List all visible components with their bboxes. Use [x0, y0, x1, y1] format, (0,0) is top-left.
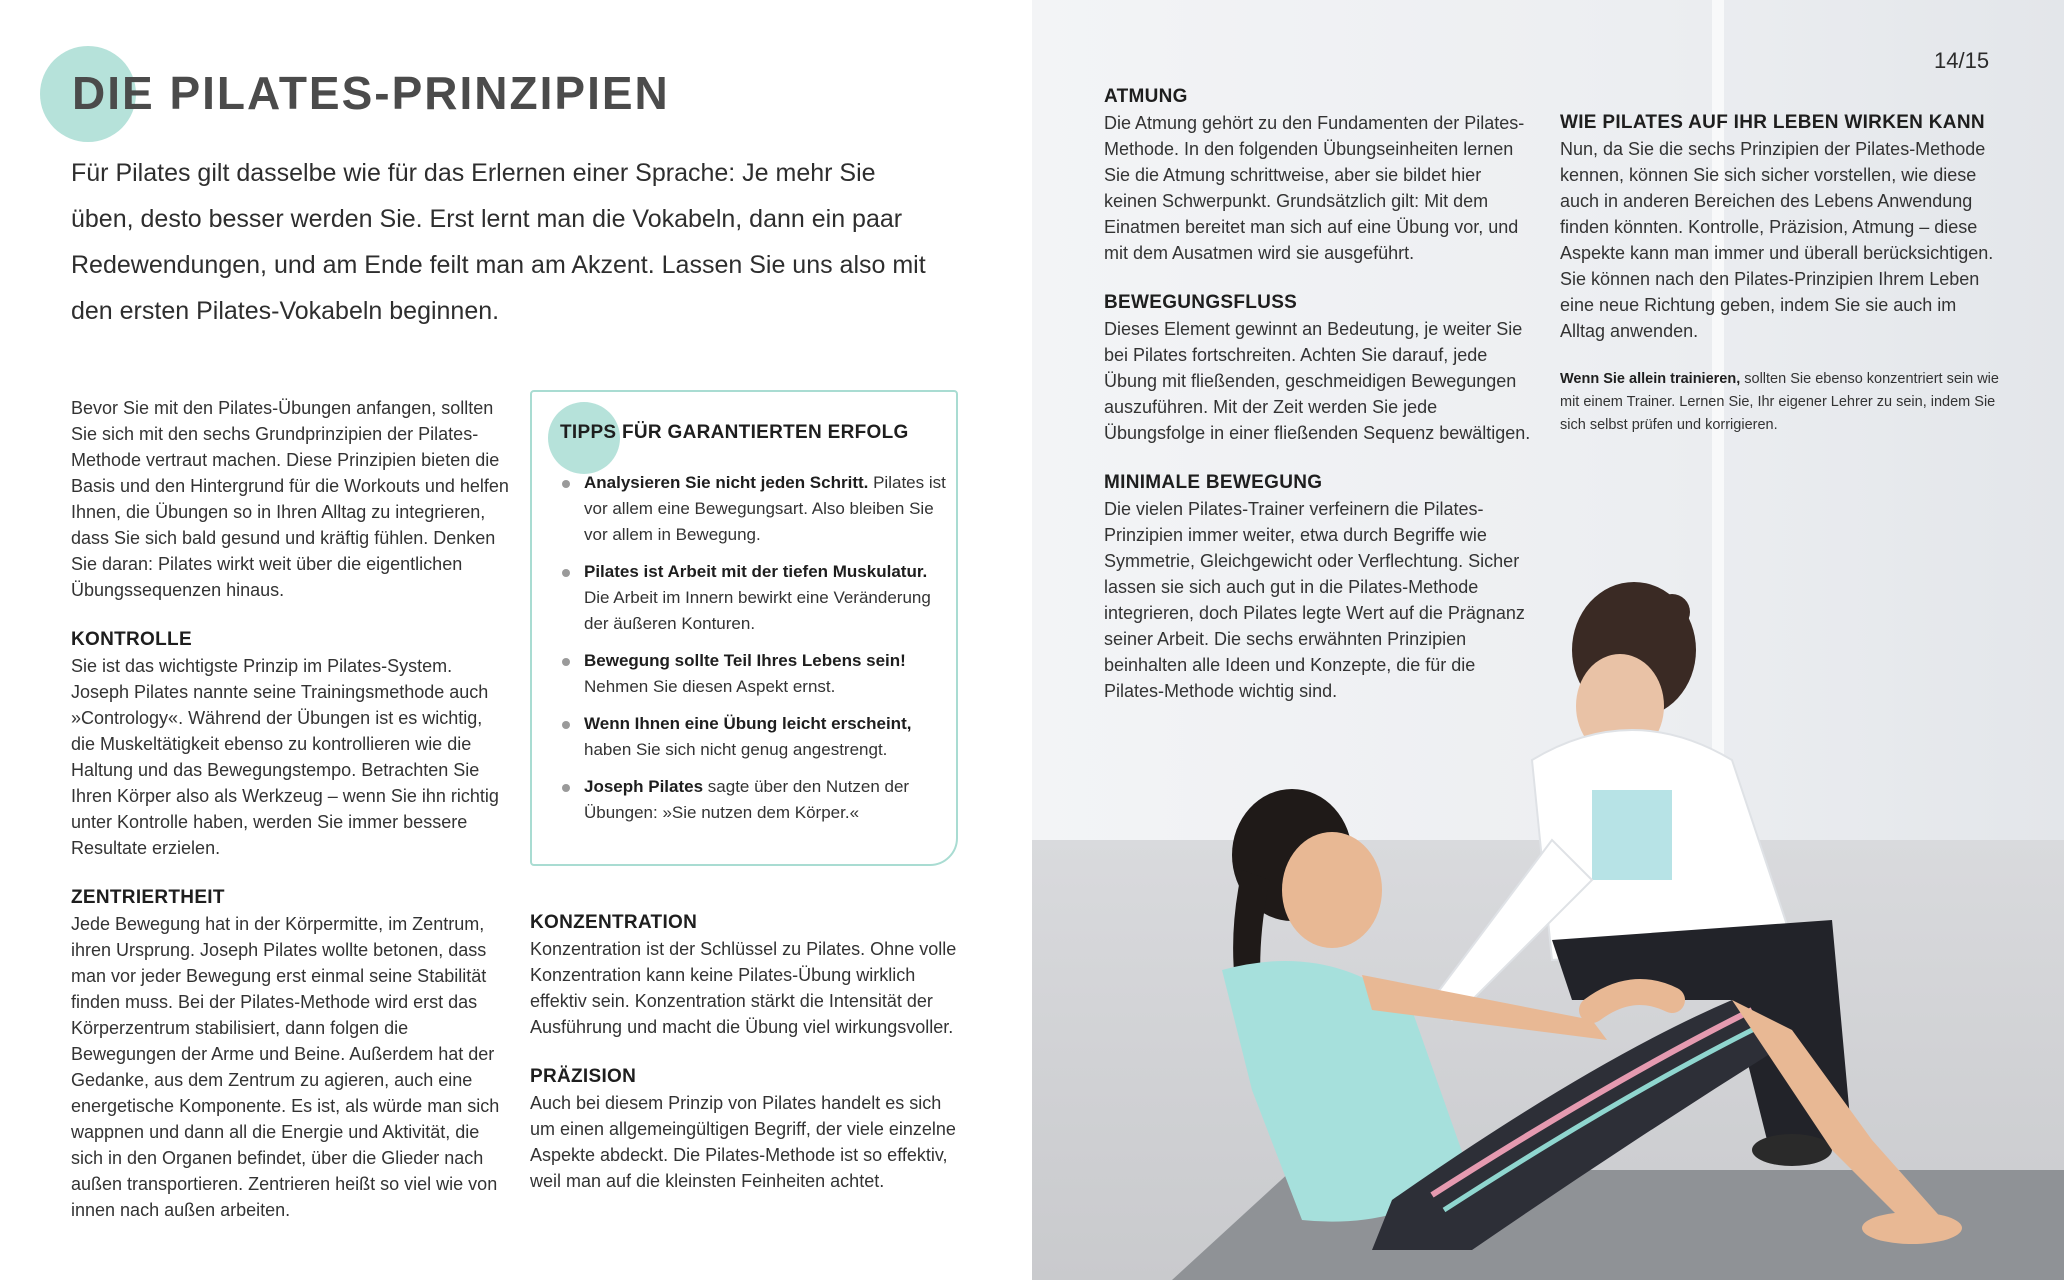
note-text: sollten Sie ebenso konzentriert sein wie mit einem Trainer. Lernen Sie, Ihr eigener Lehrer zu sein, indem Sie sich selbst prüfen und korrigieren.	[1560, 371, 1999, 433]
tip-item	[562, 774, 952, 826]
zentriertheit-text: Jede Bewegung hat in der Körpermitte, im Zentrum, ihren Ursprung. Joseph Pilates wollte betonen, dass man vor jeder Bewegung erst einmal seine Stabilität finden muss. Bei der Pilates-Methode wird erst das Körperzentrum stabilisiert, dann folgen die Bewegungen der Arme und Beine. Außerdem hat der Gedanke, aus dem Zentrum zu agieren, auch eine energetische Komponente. Es ist, als würde man sich wappnen und dann all die Energie und Aktivität, die sich in den Organen befindet, über die Glieder nach außen transportieren. Zentrieren heißt so viel wie von innen nach außen arbeiten.	[71, 914, 500, 1220]
konzentration-text: Konzentration ist der Schlüssel zu Pilates. Ohne volle Konzentration kann keine Pilates-Übung wirklich effektiv sein. Konzentration stärkt die Intensität der Ausführung und macht die Übung viel wirkungsvoller.	[530, 939, 957, 1037]
tip-text: Pilates ist vor allem eine Bewegungsart. Also bleiben Sie vor allem in Bewegung.	[584, 473, 946, 544]
bewegungsfluss-heading: BEWEGUNGSFLUSS	[1104, 292, 1298, 313]
tip-bold: Bewegung sollte Teil Ihres Lebens sein!	[584, 651, 906, 670]
right-column-2	[1560, 110, 2000, 437]
middle-column	[530, 910, 970, 1218]
praezision-text: Auch bei diesem Prinzip von Pilates handelt es sich um einen allgemeingültigen Begriff, der viele einzelne Aspekte abdeckt. Die Pilates-Methode ist so effektiv, weil man auf die kleinsten Feinheiten achtet.	[530, 1093, 956, 1191]
zentriertheit-heading: ZENTRIERTHEIT	[71, 887, 225, 908]
leben-text: Nun, da Sie die sechs Prinzipien der Pilates-Methode kennen, können Sie sich sicher vorstellen, wie diese auch in anderen Bereichen des Lebens Anwendung finden könnten. Kontrolle, Präzision, Atmung – diese Aspekte kann man immer und überall berücksichtigen. Sie können nach den Pilates-Prinzipien Ihrem Leben eine neue Richtung geben, indem Sie sie auch im Alltag anwenden.	[1560, 139, 1994, 341]
kontrolle-text: Sie ist das wichtigste Prinzip im Pilates-System. Joseph Pilates nannte seine Trainingsmethode auch »Contrology«. Während der Übungen ist es wichtig, die Muskeltätigkeit ebenso zu kontrollieren wie die Haltung und das Bewegungstempo. Betrachten Sie Ihren Körper also als Werkzeug – wenn Sie ihn richtig unter Kontrolle haben, werden Sie immer bessere Resultate erzielen.	[71, 656, 499, 858]
atmung-heading: ATMUNG	[1104, 86, 1188, 107]
tips-list	[562, 470, 952, 837]
training-note	[1560, 368, 2000, 437]
page-title	[72, 66, 670, 120]
left-column	[71, 395, 511, 1247]
tip-bold: Joseph Pilates	[584, 777, 704, 796]
tip-text: Nehmen Sie diesen Aspekt ernst.	[584, 677, 836, 696]
tip-item	[562, 711, 952, 763]
tip-item	[562, 648, 952, 700]
tip-item	[562, 470, 952, 548]
tip-text: haben Sie sich nicht genug angestrengt.	[584, 740, 888, 759]
tip-bold: Wenn Ihnen eine Übung leicht erscheint,	[584, 714, 912, 733]
page-title-first-word: DIE	[72, 67, 155, 119]
tip-text: sagte über den Nutzen der Übungen: »Sie nutzen dem Körper.«	[584, 777, 910, 822]
tips-title: TIPPS FÜR GARANTIERTEN ERFOLG	[560, 422, 909, 443]
minimale-bewegung-heading: MINIMALE BEWEGUNG	[1104, 472, 1323, 493]
kontrolle-heading: KONTROLLE	[71, 629, 192, 650]
page-title-rest: PILATES-PRINZIPIEN	[154, 67, 670, 119]
page-number: 14/15	[1934, 48, 1990, 73]
right-column-1	[1104, 84, 1536, 728]
note-bold: Wenn Sie allein trainieren,	[1560, 371, 1741, 387]
bewegungsfluss-text: Dieses Element gewinnt an Bedeutung, je weiter Sie bei Pilates fortschreiten. Achten Sie darauf, jede Übung mit fließenden, geschmeidigen Bewegungen auszuführen. Mit der Zeit werden Sie jede Übungsfolge in einer fließenden Sequenz bewältigen.	[1104, 319, 1531, 443]
lead-paragraph: Bevor Sie mit den Pilates-Übungen anfangen, sollten Sie sich mit den sechs Grundprinzipien der Pilates-Methode vertraut machen. Diese Prinzipien bieten die Basis und den Hintergrund für die Workouts und helfen Ihnen, die Übungen so in Ihren Alltag zu integrieren, dass Sie sich bald gesund und kräftig fühlen. Denken Sie daran: Pilates wirkt weit über die eigentlichen Übungssequenzen hinaus.	[71, 398, 509, 600]
tip-item	[562, 559, 952, 637]
intro-paragraph: Für Pilates gilt dasselbe wie für das Erlernen einer Sprache: Je mehr Sie üben, desto besser werden Sie. Erst lernt man die Vokabeln, dann ein paar Redewendungen, und am Ende feilt man am Akzent. Lassen Sie uns also mit den ersten Pilates-Vokabeln beginnen.	[71, 159, 926, 325]
tip-bold: Analysieren Sie nicht jeden Schritt.	[584, 473, 869, 492]
leben-heading: WIE PILATES AUF IHR LEBEN WIRKEN KANN	[1560, 112, 1985, 133]
atmung-text: Die Atmung gehört zu den Fundamenten der Pilates-Methode. In den folgenden Übungseinheiten lernen Sie die Atmung schrittweise, aber sie bildet hier keinen Schwerpunkt. Grundsätzlich gilt: Mit dem Einatmen bereitet man sich auf eine Übung vor, und mit dem Ausatmen wird sie ausgeführt.	[1104, 113, 1525, 263]
praezision-heading: PRÄZISION	[530, 1066, 637, 1087]
konzentration-heading: KONZENTRATION	[530, 912, 698, 933]
minimale-bewegung-text: Die vielen Pilates-Trainer verfeinern die Pilates-Prinzipien immer weiter, etwa durch Begriffe wie Symmetrie, Gleichgewicht oder Verflechtung. Sicher lassen sie sich auch gut in die Pilates-Methode integrieren, doch Pilates legte Wert auf die Prägnanz seiner Arbeit. Die sechs erwähnten Prinzipien beinhalten alle Ideen und Konzepte, die für die Pilates-Methode wichtig sind.	[1104, 499, 1525, 701]
tip-text: Die Arbeit im Innern bewirkt eine Veränderung der äußeren Konturen.	[584, 588, 931, 633]
tip-bold: Pilates ist Arbeit mit der tiefen Muskulatur.	[584, 562, 928, 581]
